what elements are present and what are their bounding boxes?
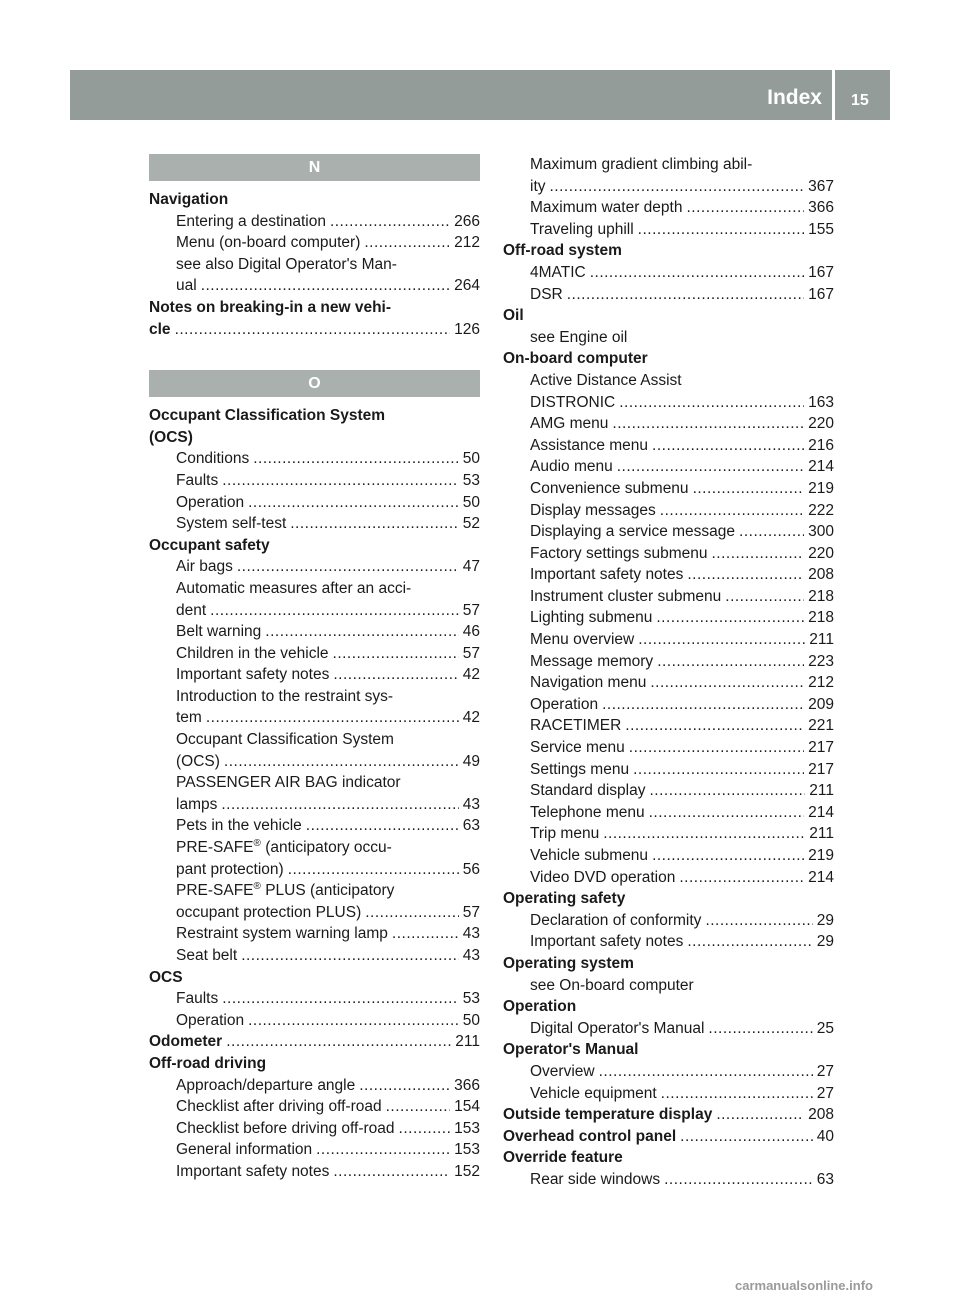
index-entry[interactable]: Navigation menu ..... 212	[503, 672, 834, 694]
index-heading: OCS	[149, 968, 183, 986]
index-heading: Override feature	[503, 1149, 623, 1167]
index-entry-line: see also Digital Operator's Man-	[176, 255, 397, 273]
index-entry[interactable]: Overview ..... 27	[503, 1061, 834, 1083]
index-entry-line: Active Distance Assist	[530, 371, 682, 389]
index-entry[interactable]: Important safety notes ..... 208	[503, 564, 834, 586]
index-entry[interactable]: Displaying a service message ..... 300	[503, 521, 834, 543]
index-entry[interactable]: Conditions ..... 50	[149, 448, 480, 470]
index-entry[interactable]: Pets in the vehicle ..... 63	[149, 815, 480, 837]
index-entry[interactable]: Menu overview ..... 211	[503, 629, 834, 651]
index-entry[interactable]: dent ..... 57	[149, 600, 480, 622]
page-title: Index	[767, 86, 822, 109]
index-entry[interactable]: System self-test ..... 52	[149, 513, 480, 535]
index-entry-line: PRE-SAFE® (anticipatory occu-	[176, 837, 392, 857]
index-heading: (OCS)	[149, 428, 193, 446]
index-entry[interactable]: ity ..... 367	[503, 176, 834, 198]
index-entry[interactable]: pant protection) ..... 56	[149, 859, 480, 881]
index-entry-line: Automatic measures after an acci-	[176, 579, 412, 597]
index-heading: Navigation	[149, 191, 229, 208]
index-entry[interactable]: Factory settings submenu ..... 220	[503, 543, 834, 565]
index-entry[interactable]: lamps ..... 43	[149, 794, 480, 816]
section-letter-o: O	[149, 370, 480, 397]
index-entry[interactable]: Operation ..... 209	[503, 694, 834, 716]
index-entry[interactable]: Important safety notes ..... 42	[149, 664, 480, 686]
index-entry[interactable]: Traveling uphill ..... 155	[503, 219, 834, 241]
index-entry[interactable]: Settings menu ..... 217	[503, 759, 834, 781]
index-entry-line: Maximum gradient climbing abil-	[530, 156, 753, 173]
index-entry[interactable]: Audio menu ..... 214	[503, 456, 834, 478]
index-entry[interactable]: DISTRONIC ..... 163	[503, 392, 834, 414]
index-entry[interactable]: Trip menu ..... 211	[503, 823, 834, 845]
index-heading: Oil	[503, 307, 524, 325]
index-heading: Operator's Manual	[503, 1041, 639, 1059]
index-entry[interactable]: AMG menu ..... 220	[503, 413, 834, 435]
index-entry[interactable]: Telephone menu ..... 214	[503, 802, 834, 824]
index-entry[interactable]: Overhead control panel ..... 40	[503, 1126, 834, 1148]
index-heading: Occupant safety	[149, 536, 270, 554]
watermark: carmanualsonline.info	[735, 1278, 873, 1293]
index-entry[interactable]: Belt warning ..... 46	[149, 621, 480, 643]
index-entry[interactable]: ual ..... 264	[149, 275, 480, 297]
index-entry[interactable]: Display messages ..... 222	[503, 500, 834, 522]
index-entry[interactable]: Video DVD operation ..... 214	[503, 867, 834, 889]
index-entry[interactable]: Vehicle submenu ..... 219	[503, 845, 834, 867]
index-entry[interactable]: Maximum water depth ..... 366	[503, 197, 834, 219]
index-heading: On-board computer	[503, 350, 648, 368]
index-see-reference[interactable]: see On-board computer	[530, 976, 694, 994]
index-heading: Operating safety	[503, 890, 626, 908]
index-entry-line: PASSENGER AIR BAG indicator	[176, 774, 401, 792]
header-divider	[832, 70, 835, 120]
index-entry[interactable]: DSR ..... 167	[503, 284, 834, 306]
index-entry[interactable]: tem ..... 42	[149, 707, 480, 729]
index-entry[interactable]: Rear side windows ..... 63	[503, 1169, 834, 1191]
index-entry[interactable]: Declaration of conformity ..... 29	[503, 910, 834, 932]
index-entry[interactable]: Convenience submenu ..... 219	[503, 478, 834, 500]
index-entry-line: Introduction to the restraint sys-	[176, 687, 394, 705]
index-entry[interactable]: Restraint system warning lamp ..... 43	[149, 923, 480, 945]
index-entry[interactable]: Outside temperature display ..... 208	[503, 1104, 834, 1126]
index-entry[interactable]: Children in the vehicle ..... 57	[149, 643, 480, 665]
registered-mark: ®	[253, 837, 261, 849]
index-entry[interactable]: Instrument cluster submenu ..... 218	[503, 586, 834, 608]
index-entry[interactable]: Checklist after driving off-road ..... 154	[149, 1096, 480, 1118]
index-heading: Off-road system	[503, 242, 622, 260]
index-entry[interactable]: Service menu ..... 217	[503, 737, 834, 759]
index-column-right	[503, 154, 834, 1191]
index-see-reference[interactable]: see Engine oil	[530, 328, 628, 346]
index-entry[interactable]: Standard display ..... 211	[503, 780, 834, 802]
section-letter-n: N	[149, 154, 480, 181]
index-entry[interactable]: Vehicle equipment ..... 27	[503, 1083, 834, 1105]
index-entry[interactable]: Message memory ..... 223	[503, 651, 834, 673]
index-heading: Occupant Classification System	[149, 407, 386, 425]
index-entry[interactable]: General information ..... 153	[149, 1139, 480, 1161]
index-entry[interactable]: Important safety notes ..... 152	[149, 1161, 480, 1183]
registered-mark: ®	[253, 881, 261, 893]
page-number: 15	[851, 92, 869, 109]
index-entry[interactable]: Operation ..... 50	[149, 492, 480, 514]
index-heading: Off-road driving	[149, 1054, 267, 1072]
index-entry[interactable]: cle ..... 126	[149, 319, 480, 341]
index-entry[interactable]: Air bags ..... 47	[149, 556, 480, 578]
index-entry[interactable]: occupant protection PLUS) ..... 57	[149, 902, 480, 924]
index-entry[interactable]: Digital Operator's Manual ..... 25	[503, 1018, 834, 1040]
index-entry[interactable]: Odometer ..... 211	[149, 1031, 480, 1053]
index-entry[interactable]: RACETIMER ..... 221	[503, 715, 834, 737]
index-entry[interactable]: Faults ..... 53	[149, 470, 480, 492]
index-entry[interactable]: Assistance menu ..... 216	[503, 435, 834, 457]
index-entry[interactable]: Seat belt ..... 43	[149, 945, 480, 967]
index-entry[interactable]: 4MATIC ..... 167	[503, 262, 834, 284]
index-entry[interactable]: Approach/departure angle ..... 366	[149, 1075, 480, 1097]
index-entry[interactable]: Checklist before driving off-road ..... 153	[149, 1118, 480, 1140]
index-entry[interactable]: Entering a destination ..... 266	[149, 211, 480, 233]
index-entry[interactable]: (OCS) ..... 49	[149, 751, 480, 773]
index-heading: Notes on breaking-in a new vehi-	[149, 298, 392, 316]
index-entry-line: Occupant Classification System	[176, 731, 394, 749]
index-entry[interactable]: Faults ..... 53	[149, 988, 480, 1010]
index-entry[interactable]: Important safety notes ..... 29	[503, 931, 834, 953]
index-entry[interactable]: Operation ..... 50	[149, 1010, 480, 1032]
index-entry[interactable]: Menu (on-board computer) ..... 212	[149, 232, 480, 254]
index-entry[interactable]: Lighting submenu ..... 218	[503, 607, 834, 629]
index-entry-line: PRE-SAFE® PLUS (anticipatory	[176, 881, 395, 900]
index-heading: Operating system	[503, 954, 634, 972]
index-column-left	[149, 154, 480, 1183]
index-heading: Operation	[503, 998, 577, 1016]
